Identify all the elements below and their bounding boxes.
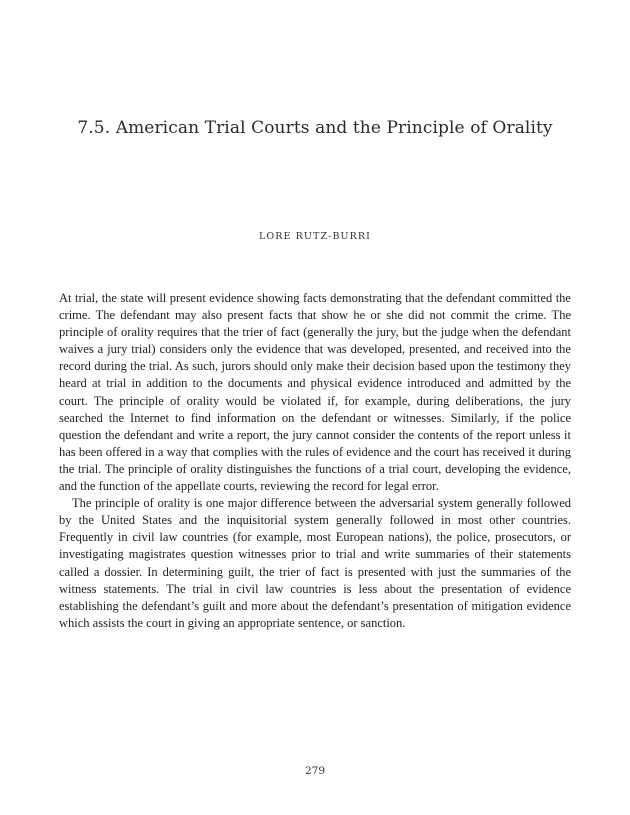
chapter-title: 7.5. American Trial Courts and the Principle of Orality [77, 118, 553, 138]
paragraph-2 [59, 495, 571, 632]
p1-text-1: At trial, the state will present evidence showing facts demonstrating that the defendant committed the crime. The defendant may also present facts that show he or she did not commit the crime. The [59, 291, 571, 323]
key-term-inquisitorial-system: inquisitorial system [226, 513, 329, 528]
key-term-civil-law-countries: civil law countries [132, 530, 229, 545]
p1-text-3: (generally the jury, but the judge when the defendant waives a jury trial) considers only the evidence that was developed, presented, and received into the record during the trial. As such, jurors should only make their decision based upon the testimony they heard at trial in addition to the documents and physical evidence introduced and admitted by the court. The principle of orality would be violated if, for example, during deliberations, the jury searched the Internet to find information on the defendant or witnesses. Similarly, if the police question the defendant and write a report, the jury cannot consider the contents of the report unless it has been offered in a way that complies with the rules of evidence and the court has received it during the trial. The principle of orality distinguishes the functions of a trial court, developing the evidence, and the function of the appellate courts, reviewing the record for legal error. [59, 325, 571, 494]
paragraph-1 [59, 290, 571, 495]
body-text [59, 290, 571, 632]
p1-text-2: requires that the [153, 325, 243, 340]
p2-text-1: The principle of orality is one major difference between the [72, 496, 380, 511]
p2-text-3: generally followed in most other countries. Frequently in [59, 513, 571, 545]
key-term-trier-of-fact: trier of fact [242, 325, 300, 340]
page-number: 279 [304, 765, 326, 777]
key-term-principle-of-orality: principle of orality [59, 325, 154, 340]
key-term-adversarial-system: adversarial system [379, 496, 473, 511]
p2-text-4: (for example, most European nations), the police, prosecutors, or investigating magistrates question witnesses prior to trial and write summaries of their statements called a dossier. In determining guilt, the trier of fact is presented with just the summaries of the witness statements. The trial in civil law countries is less about the presentation of evidence establishing the defendant’s guilt and more about the defendant’s presentation of mitigation evidence which assists the court in giving an appropriate sentence, or sanction. [59, 530, 571, 630]
p2-text-2: generally followed by the United States and the [59, 496, 572, 528]
author-name: LORE RUTZ-BURRI [258, 231, 372, 242]
